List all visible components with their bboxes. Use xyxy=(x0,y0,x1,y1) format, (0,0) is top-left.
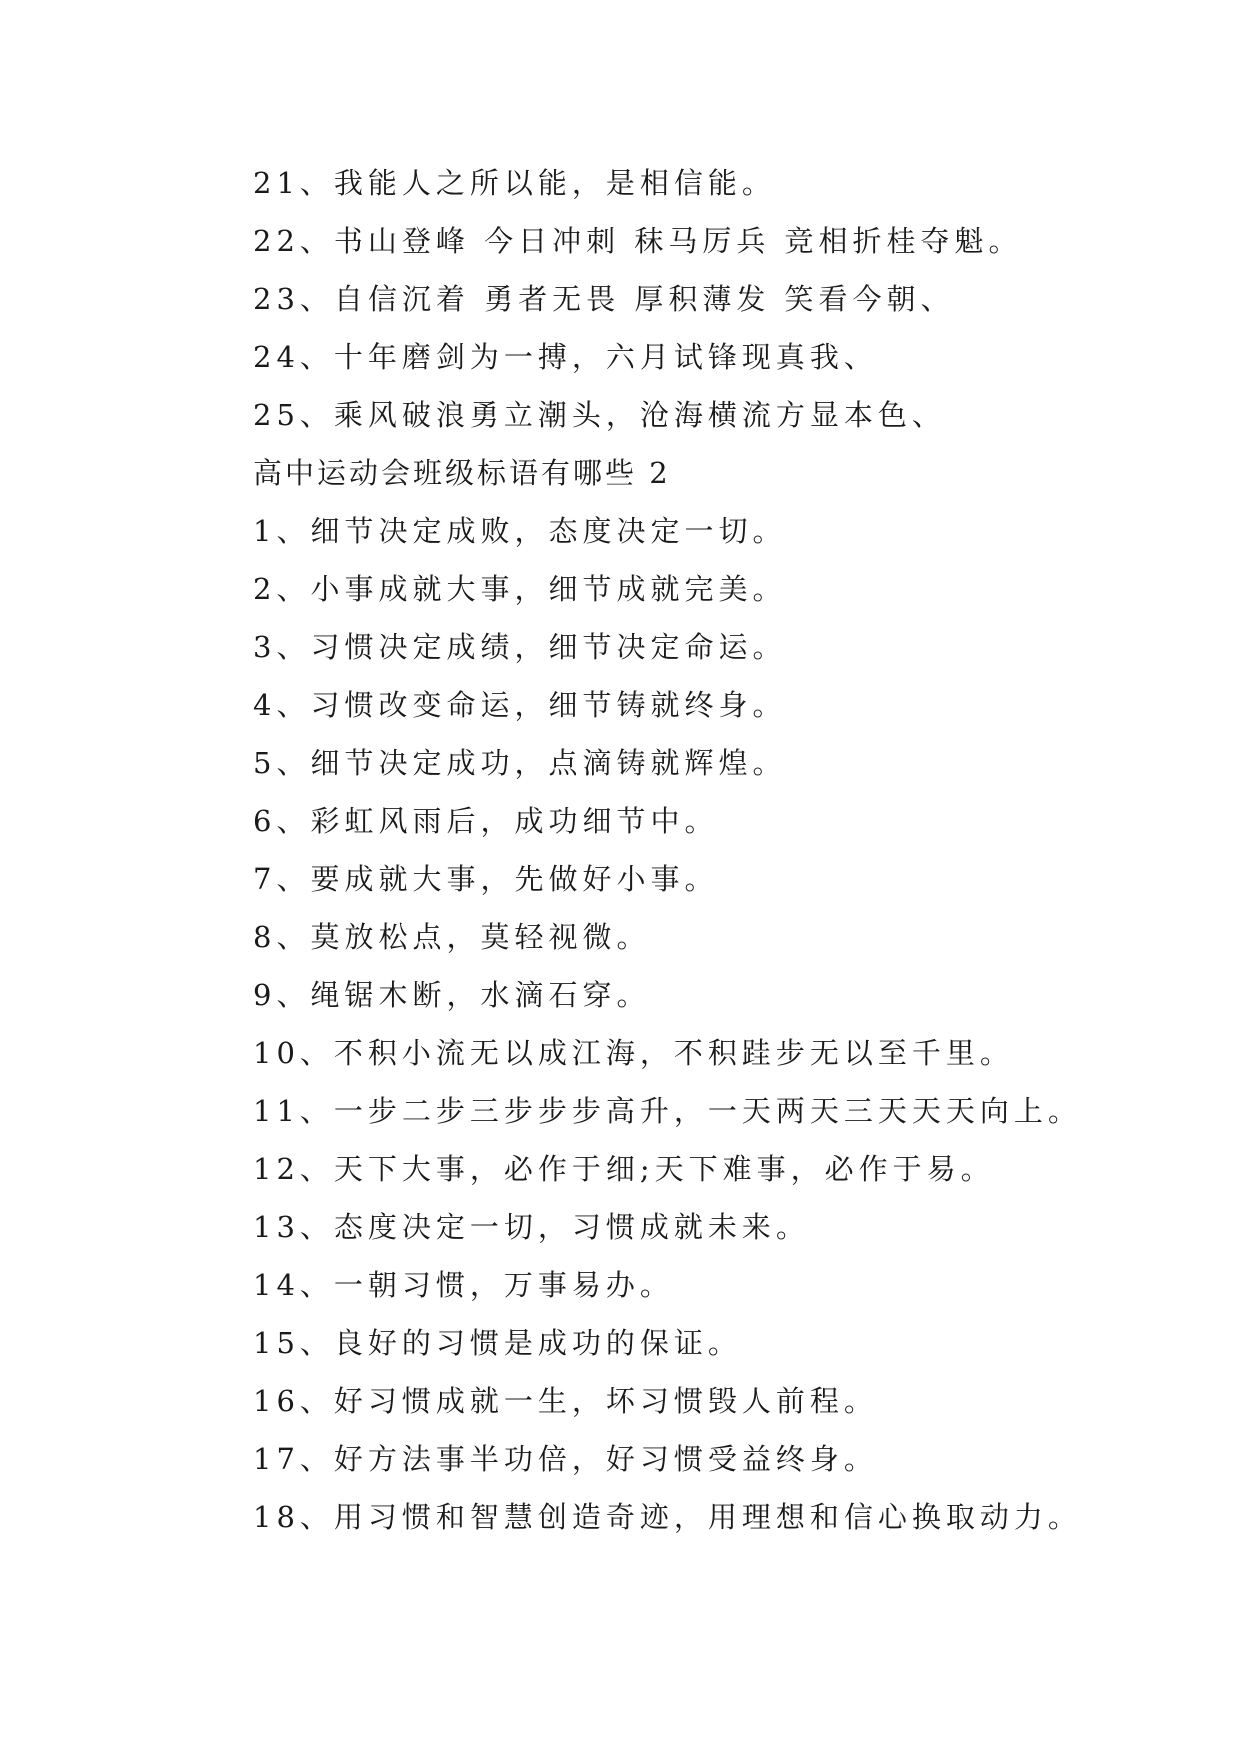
list-item: 15、良好的习惯是成功的保证。 xyxy=(253,1326,742,1360)
list-item: 11、一步二步三步步步高升，一天两天三天天天向上。 xyxy=(253,1094,1082,1128)
list-item: 21、我能人之所以能，是相信能。 xyxy=(253,166,776,200)
list-item: 7、要成就大事，先做好小事。 xyxy=(253,862,719,896)
list-item: 14、一朝习惯，万事易办。 xyxy=(253,1268,674,1302)
list-item: 1、细节决定成败，态度决定一切。 xyxy=(253,514,787,548)
list-item: 22、书山登峰 今日冲刺 秣马厉兵 竞相折桂夺魁。 xyxy=(253,224,1023,258)
list-item: 13、态度决定一切，习惯成就未来。 xyxy=(253,1210,810,1244)
list-item: 8、莫放松点，莫轻视微。 xyxy=(253,920,651,954)
list-item: 12、天下大事，必作于细;天下难事，必作于易。 xyxy=(253,1152,995,1186)
section-heading: 高中运动会班级标语有哪些 2 xyxy=(253,456,671,490)
list-item: 24、十年磨剑为一搏，六月试锋现真我、 xyxy=(253,340,878,374)
list-item: 23、自信沉着 勇者无畏 厚积薄发 笑看今朝、 xyxy=(253,282,955,316)
list-item: 5、细节决定成功，点滴铸就辉煌。 xyxy=(253,746,787,780)
list-item: 10、不积小流无以成江海，不积跬步无以至千里。 xyxy=(253,1036,1014,1070)
list-item: 25、乘风破浪勇立潮头，沧海横流方显本色、 xyxy=(253,398,946,432)
list-item: 6、彩虹风雨后，成功细节中。 xyxy=(253,804,719,838)
list-item: 2、小事成就大事，细节成就完美。 xyxy=(253,572,787,606)
document-body xyxy=(253,154,1193,1546)
list-item: 18、用习惯和智慧创造奇迹，用理想和信心换取动力。 xyxy=(253,1500,1082,1534)
list-item: 16、好习惯成就一生，坏习惯毁人前程。 xyxy=(253,1384,878,1418)
list-item: 4、习惯改变命运，细节铸就终身。 xyxy=(253,688,787,722)
list-item: 9、绳锯木断，水滴石穿。 xyxy=(253,978,651,1012)
list-item: 17、好方法事半功倍，好习惯受益终身。 xyxy=(253,1442,878,1476)
list-item: 3、习惯决定成绩，细节决定命运。 xyxy=(253,630,787,664)
